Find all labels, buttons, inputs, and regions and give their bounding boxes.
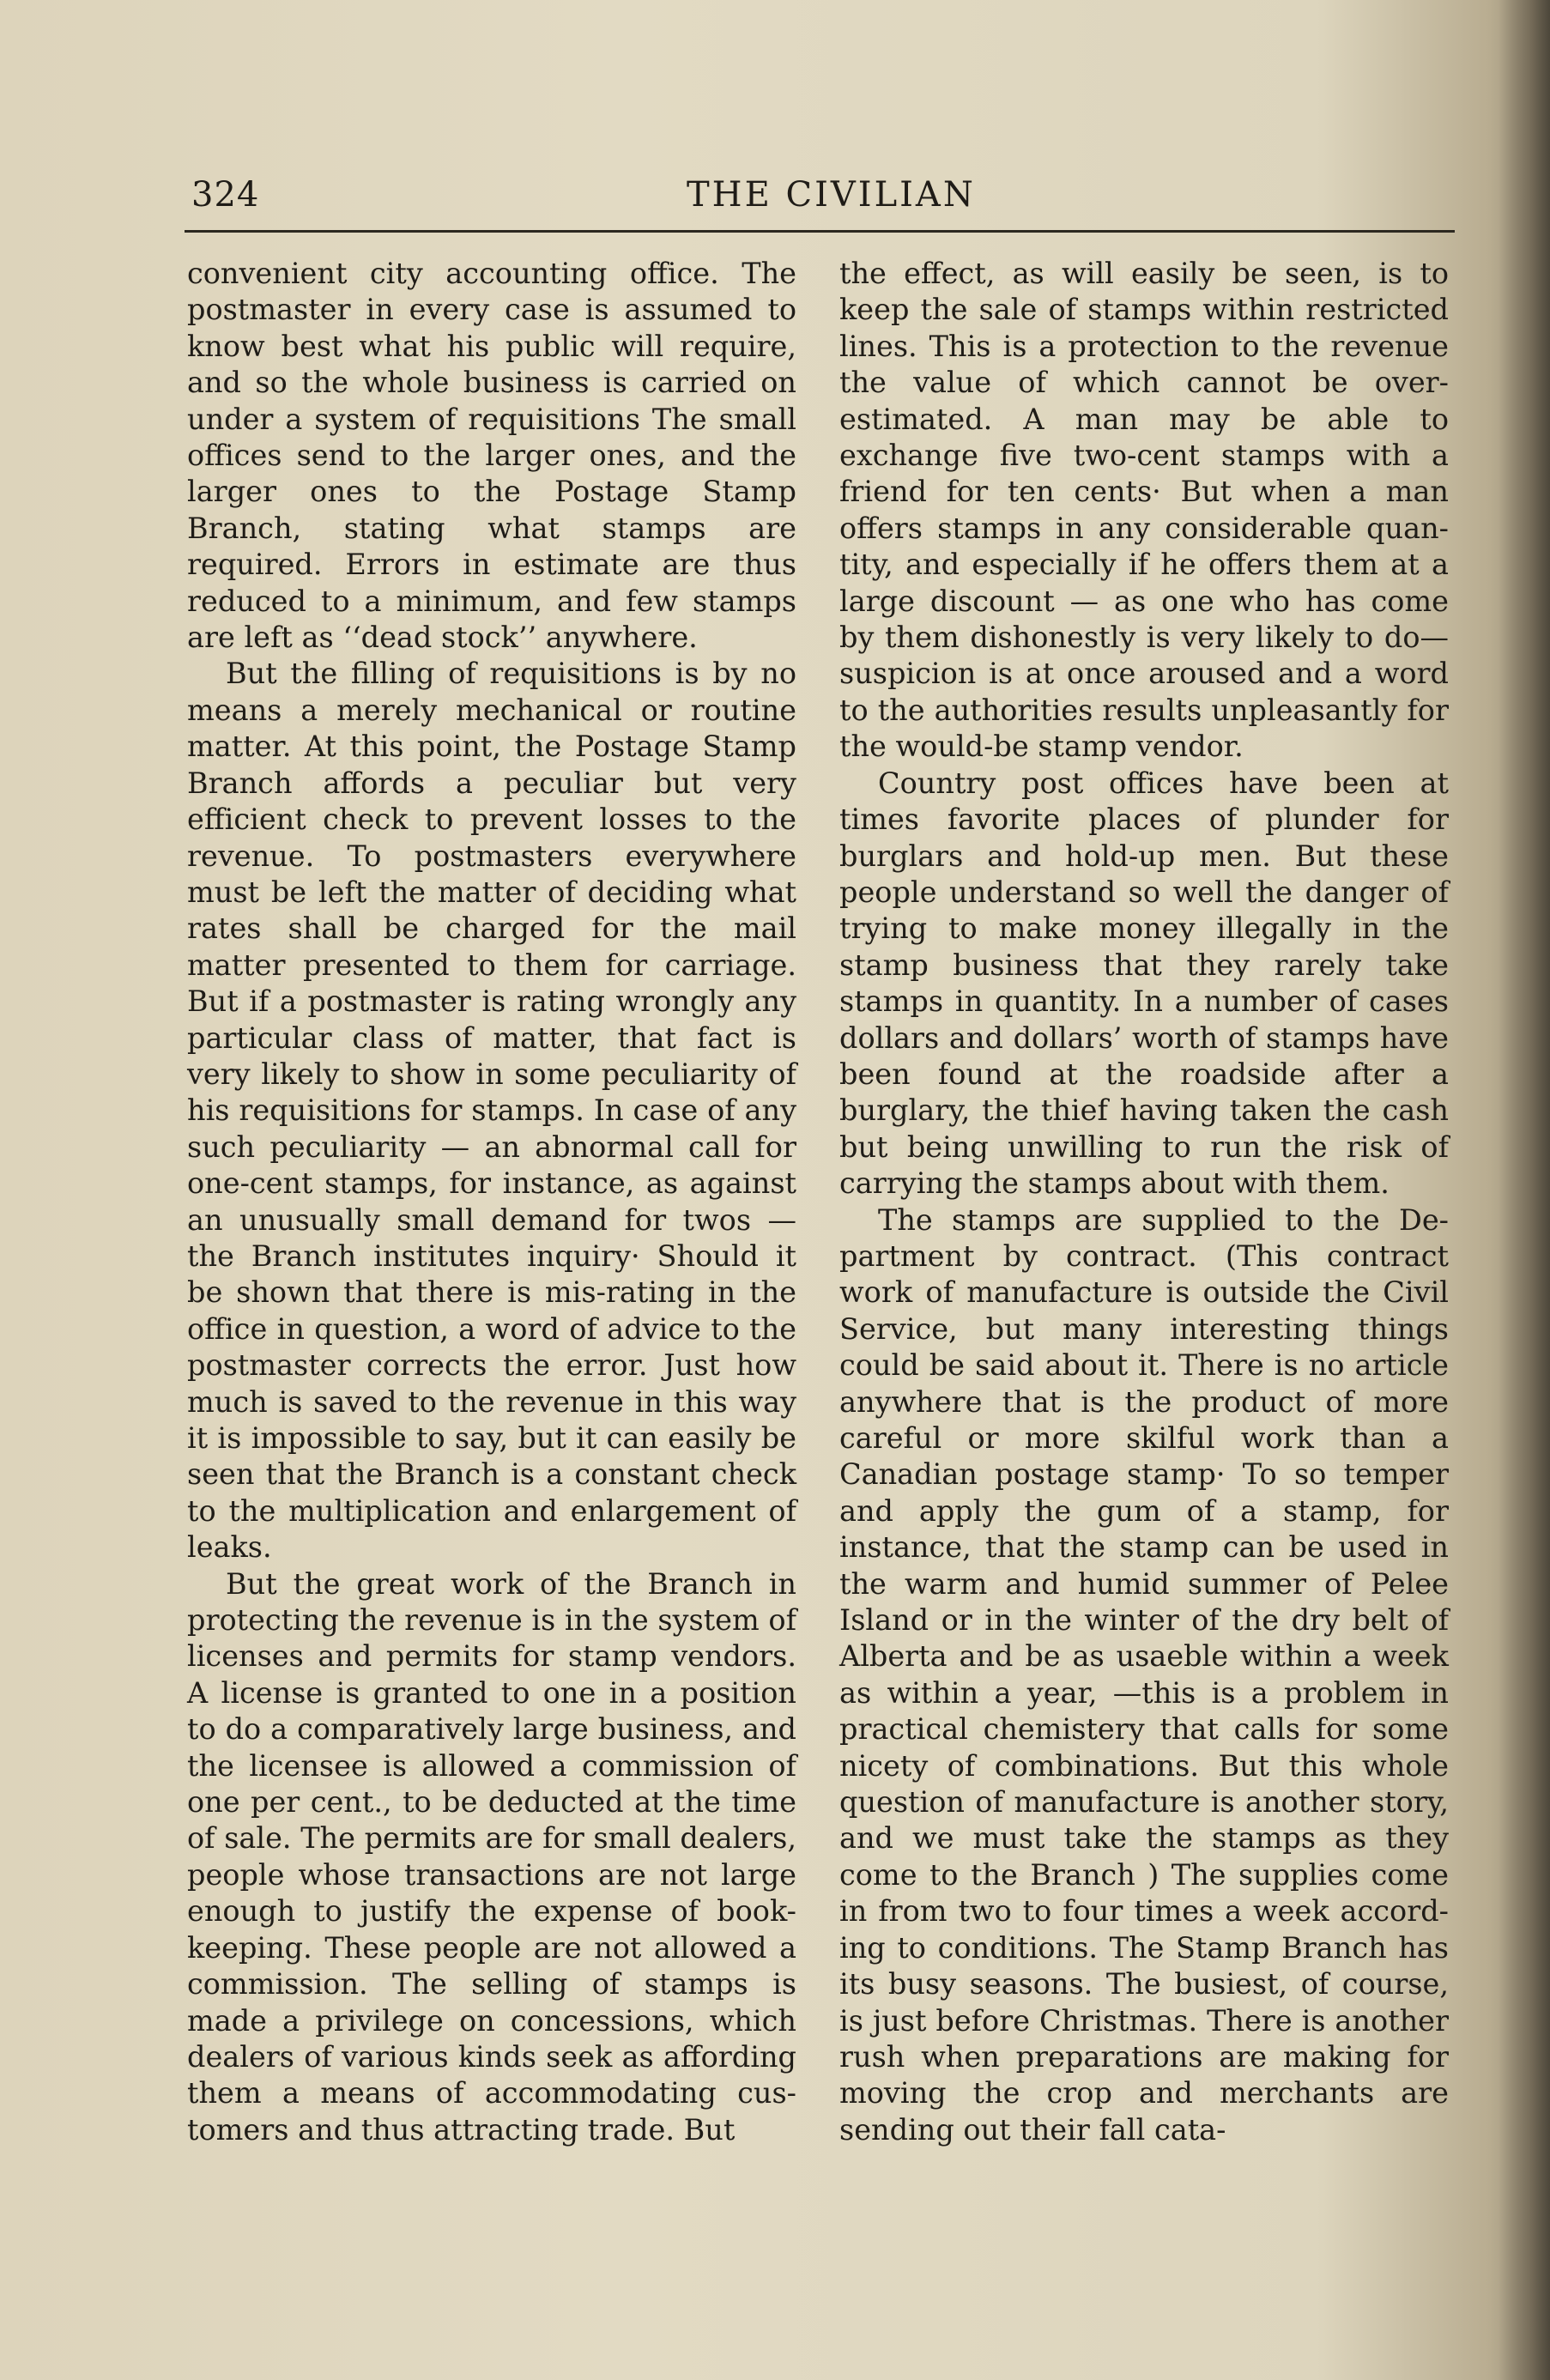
header-rule [185, 230, 1455, 233]
left-column [187, 256, 796, 2148]
paragraph: The stamps are supplied to the Department by contract. (This contract work of manufacture is outside the Civil Service, but many interesting things could be said about it. There is no article anywhere that is the product of more careful or more skilful work than a Canadian postage stamp· To so temper and apply the gum of a stamp, for instance, that the stamp can be used in the warm and humid summer of Pelee Island or in the winter of the dry belt of Alberta and be as usaeble within a week as within a year, —this is a problem in practical chemistery that calls for some nicety of combinations. But this whole question of manufacture is another story, and we must take the stamps as they come to the Branch ) The supplies come in from two to four times a week according to conditions. The Stamp Branch has its busy seasons. The busiest, of course, is just before Christmas. There is another rush when preparations are making for moving the crop and merchants are sending out their fall cata- [839, 1202, 1449, 2147]
page-number: 324 [191, 175, 260, 215]
paragraph: But the great work of the Branch in protecting the revenue is in the system of licenses and permits for stamp vendors. A license is granted to one in a position to do a comparatively large business, and the licensee is allowed a commission of one per cent., to be deducted at the time of sale. The permits are for small dealers, people whose transactions are not large enough to justify the expense of book-keeping. These people are not allowed a commission. The selling of stamps is made a privilege on concessions, which dealers of various kinds seek as affording them a means of accommodating customers and thus attracting trade. But [187, 1566, 797, 2147]
paragraph: Country post offices have been at times favorite places of plunder for burglars and hold-up men. But these people understand so well the danger of trying to make money illegally in the stamp business that they rarely take stamps in quantity. In a number of cases dollars and dollars’ worth of stamps have been found at the roadside after a burglary, the thief having taken the cash but being unwilling to run the risk of carrying the stamps about with them. [839, 766, 1449, 1201]
paragraph: But the filling of requisitions is by no means a merely mechanical or routine matter. At this point, the Postage Stamp Branch affords a peculiar but very efficient check to prevent losses to the revenue. To postmasters everywhere must be left the matter of deciding what rates shall be charged for the mail matter presented to them for carriage. But if a postmaster is rating wrongly any particular class of matter, that fact is very likely to show in some peculiarity of his requisitions for stamps. In case of any such peculiarity — an abnormal call for one-cent stamps, for instance, as against an unusually small demand for twos — the Branch institutes inquiry· Should it be shown that there is mis-rating in the office in question, a word of advice to the postmaster corrects the error. Just how much is saved to the revenue in this way it is impossible to say, but it can easily be seen that the Branch is a constant check to the multiplication and enlargement of leaks. [187, 657, 796, 1565]
paragraph: the effect, as will easily be seen, is to keep the sale of stamps within restricted lines. This is a protection to the revenue the value of which cannot be over-estimated. A man may be able to exchange five two-cent stamps with a friend for ten cents· But when a man offers stamps in any considerable quantity, and especially if he offers them at a large discount — as one who has come by them dishonestly is very likely to do— suspicion is at once aroused and a word to the authorities results unpleasantly for the would-be stamp vendor. [839, 257, 1449, 764]
paragraph: convenient city accounting office. The postmaster in every case is assumed to know best what his public will require, and so the whole business is carried on under a system of requisitions The small offices send to the larger ones, and the larger ones to the Postage Stamp Branch, stating what stamps are required. Errors in estimate are thus reduced to a minimum, and few stamps are left as ‘‘dead stock’’ anywhere. [187, 257, 796, 655]
page-gutter-shadow [1499, 0, 1550, 2380]
running-head: THE CIVILIAN [687, 175, 976, 215]
page-header [185, 172, 1455, 223]
right-column [839, 256, 1449, 2148]
